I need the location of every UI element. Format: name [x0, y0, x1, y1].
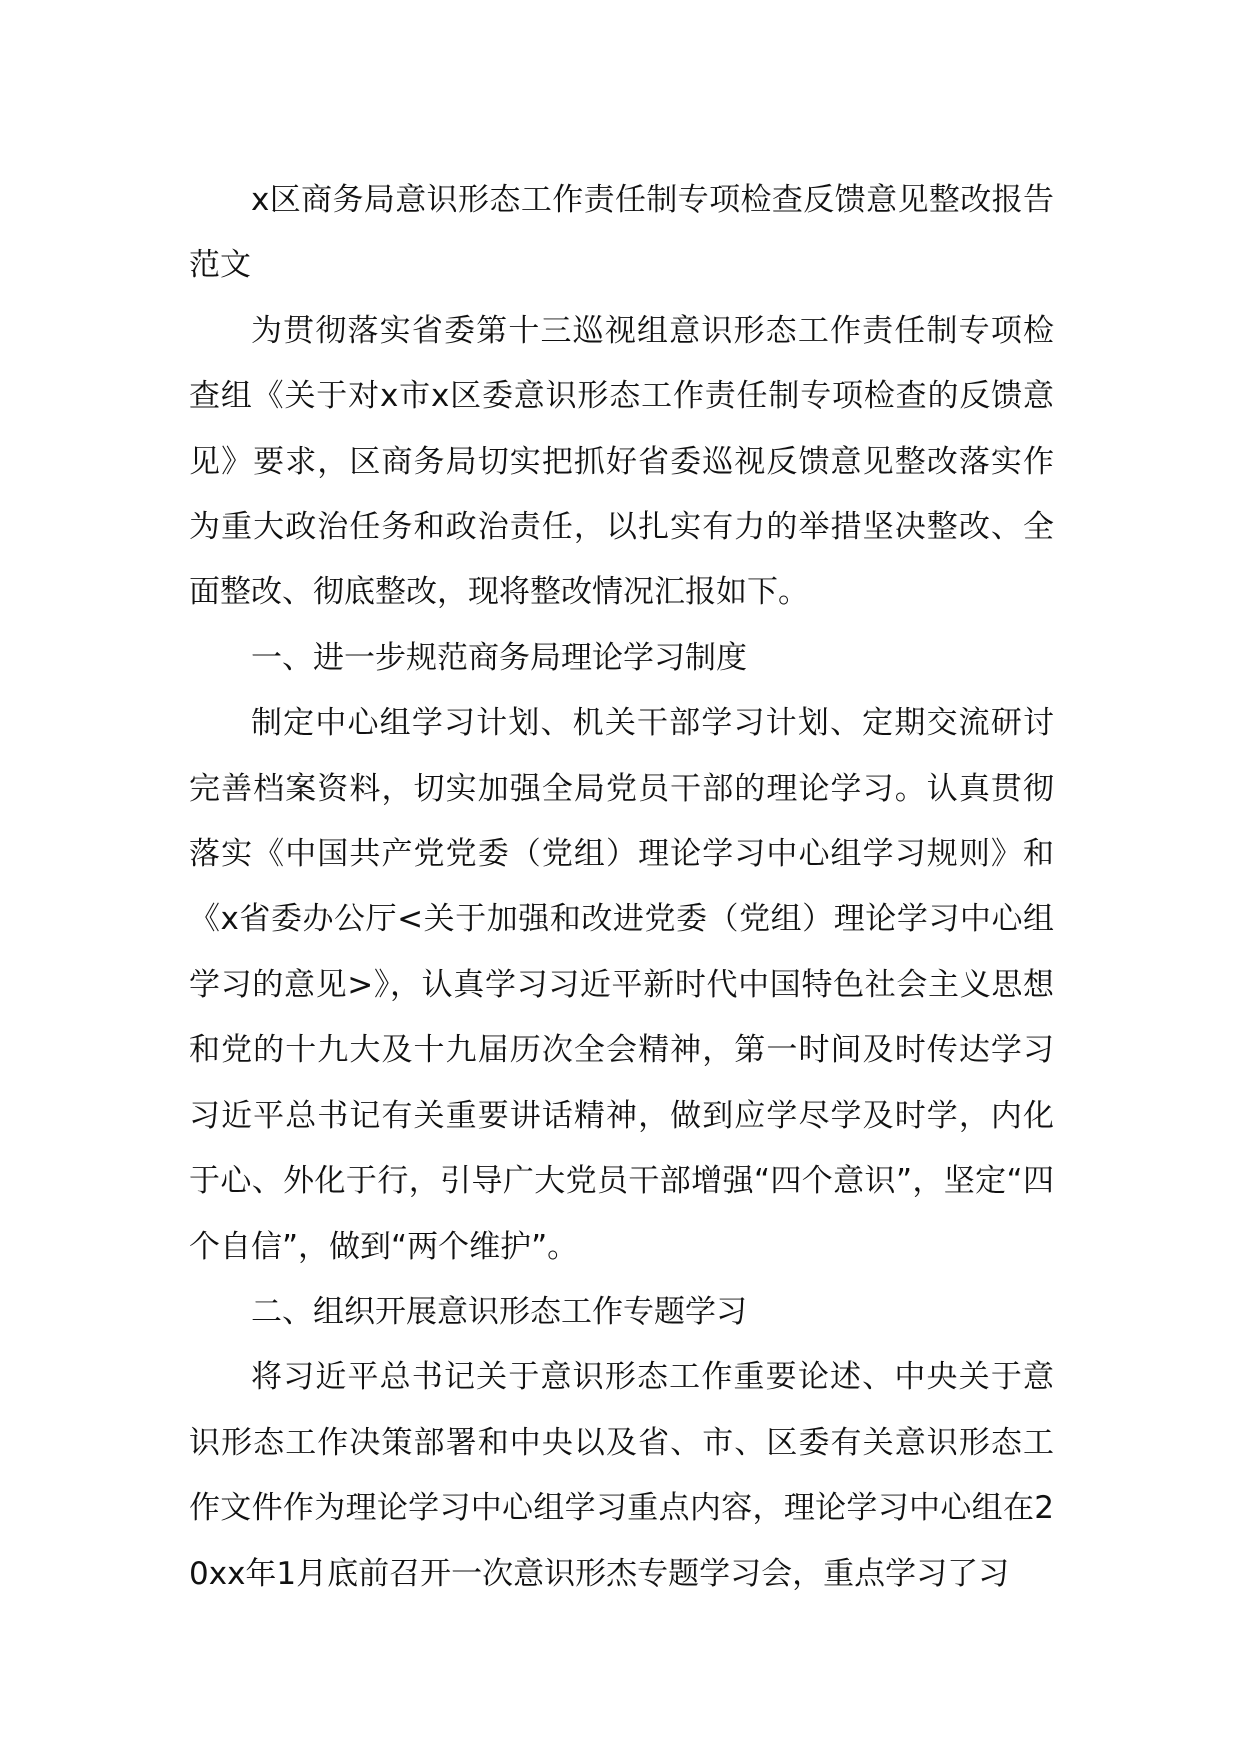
- section-2-body: 将习近平总书记关于意识形态工作重要论述、中央关于意识形态工作决策部署和中央以及省、市、区委有关意识形态工作文件作为理论学习中心组学习重点内容，理论学习中心组在20xx年1月底前召开一次意识形杰专题学习会，重点学习了习: [189, 1359, 1054, 1592]
- document-title: x区商务局意识形态工作责任制专项检查反馈意见整改报告范文: [189, 182, 1054, 284]
- intro-paragraph: 为贯彻落实省委第十三巡视组意识形态工作责任制专项检查组《关于对x市x区委意识形态工作责任制专项检查的反馈意见》要求，区商务局切实把抓好省委巡视反馈意见整改落实作为重大政治任务和政治责任，以扎实有力的举措坚决整改、全面整改、彻底整改，现将整改情况汇报如下。: [189, 312, 1054, 611]
- document-page: [189, 168, 1054, 1607]
- section-heading-2: 二、组织开展意识形态工作专题学习: [251, 1293, 747, 1330]
- section-1-body: 制定中心组学习计划、机关干部学习计划、定期交流研讨完善档案资料，切实加强全局党员干部的理论学习。认真贯彻落实《中国共产党党委（党组）理论学习中心组学习规则》和《x省委办公厅<关于加强和改进党委（党组）理论学习中心组学习的意见>》，认真学习习近平新时代中国特色社会主义思想和党的十九大及十九届历次全会精神，第一时间及时传达学习习近平总书记有关重要讲话精神，做到应学尽学及时学，内化于心、外化于行，引导广大党员干部增强“四个意识”，坚定“四个自信”，做到“两个维护”。: [189, 705, 1054, 1265]
- section-heading-1: 一、进一步规范商务局理论学习制度: [251, 639, 747, 676]
